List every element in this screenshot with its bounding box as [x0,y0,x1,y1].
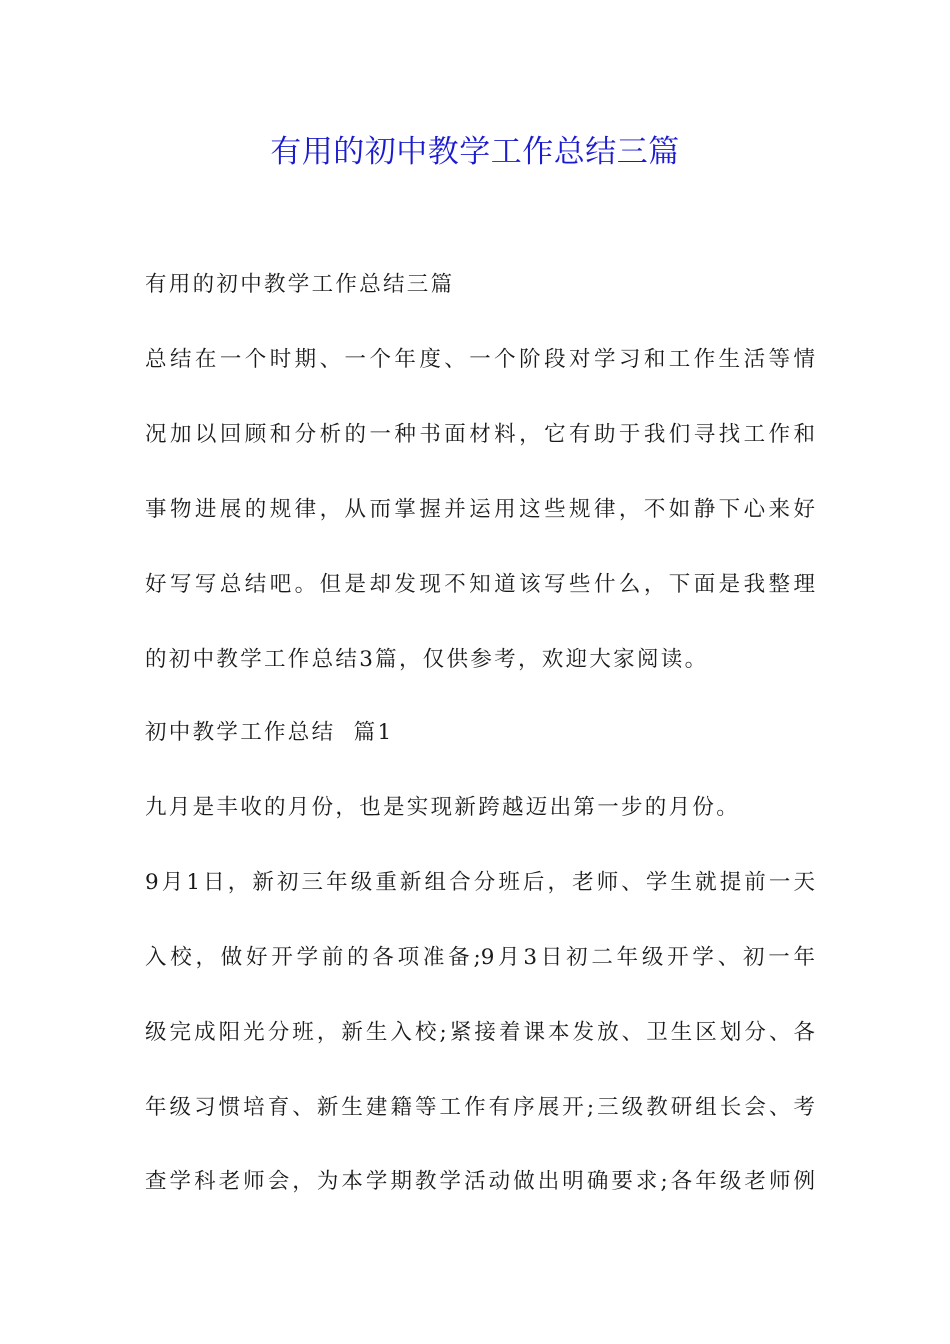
text-line: 好写写总结吧。但是却发现不知道该写些什么，下面是我整理 [145,572,815,597]
text-line: 有用的初中教学工作总结三篇 [145,272,455,297]
text-line: 级完成阳光分班，新生入校;紧接着课本发放、卫生区划分、各 [145,1020,815,1045]
text-line: 查学科老师会，为本学期教学活动做出明确要求;各年级老师例 [145,1169,815,1194]
text-line: 况加以回顾和分析的一种书面材料，它有助于我们寻找工作和 [145,422,815,447]
text-line: 年级习惯培育、新生建籍等工作有序展开;三级教研组长会、考 [145,1095,815,1120]
text-line: 入校，做好开学前的各项准备;9月3日初二年级开学、初一年 [145,945,815,970]
text-line: 的初中教学工作总结3篇，仅供参考，欢迎大家阅读。 [145,647,709,672]
text-line: 总结在一个时期、一个年度、一个阶段对学习和工作生活等情 [145,347,815,372]
section-heading: 初中教学工作总结 篇1 [145,720,394,745]
text-line: 事物进展的规律，从而掌握并运用这些规律，不如静下心来好 [145,497,815,522]
text-line: 9月1日，新初三年级重新组合分班后，老师、学生就提前一天 [145,870,815,895]
document-title: 有用的初中教学工作总结三篇 [270,134,680,170]
text-line: 九月是丰收的月份，也是实现新跨越迈出第一步的月份。 [145,795,741,820]
